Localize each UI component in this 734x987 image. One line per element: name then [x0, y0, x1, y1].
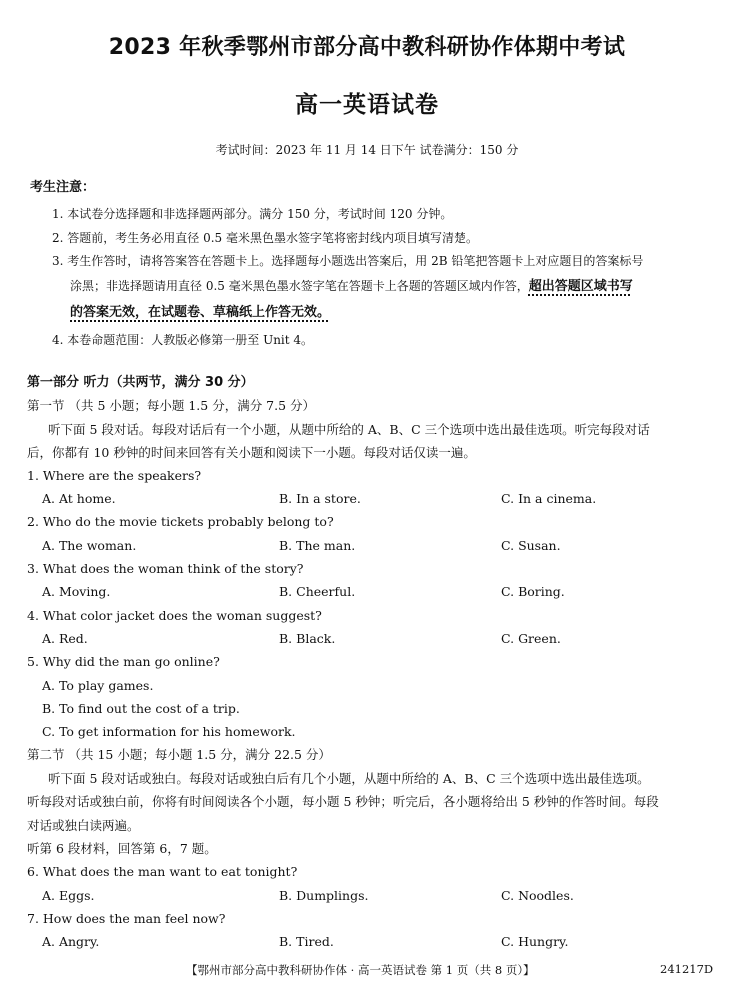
option-a: A. The woman.: [42, 538, 137, 553]
option-b: B. Dumplings.: [279, 888, 369, 903]
option-b: B. To find out the cost of a trip.: [42, 701, 240, 716]
question-stem: 1. Where are the speakers?: [27, 468, 202, 483]
option-a: A. Eggs.: [42, 888, 95, 903]
notice-text: 涂黑；非选择题请用直径 0.5 毫米黑色墨水签字笔在答题卡上各题的答题区域内作答，: [70, 279, 529, 293]
question-stem: 6. What does the man want to eat tonight?: [27, 864, 298, 879]
notice-emphasis: 的答案无效，在试题卷、草稿纸上作答无效。: [70, 305, 331, 320]
notice-item: 2. 答题前，考生务必用直径 0.5 毫米黑色墨水签字笔将密封线内项目填写清楚。: [52, 231, 478, 245]
option-c: C. Green.: [501, 631, 561, 646]
exam-subtitle: 高一英语试卷: [295, 92, 439, 118]
exam-meta: 考试时间：2023 年 11 月 14 日下午 试卷满分：150 分: [215, 143, 519, 157]
instruction-line: 听下面 5 段对话。每段对话后有一个小题，从题中所给的 A、B、C 三个选项中选出最佳选项。听完每段对话: [48, 422, 650, 437]
exam-title: 2023 年秋季鄂州市部分高中教科研协作体期中考试: [108, 35, 626, 60]
section-heading: 第二节 （共 15 小题；每小题 1.5 分，满分 22.5 分）: [27, 747, 331, 762]
option-c: C. Noodles.: [501, 888, 574, 903]
question-stem: 4. What color jacket does the woman suggest?: [27, 608, 322, 623]
section-heading: 第一节 （共 5 小题；每小题 1.5 分，满分 7.5 分）: [27, 398, 316, 413]
option-b: B. Black.: [279, 631, 336, 646]
instruction-line: 后，你都有 10 秒钟的时间来回答有关小题和阅读下一小题。每段对话仅读一遍。: [27, 445, 476, 460]
option-b: B. In a store.: [279, 491, 361, 506]
notice-item: 1. 本试卷分选择题和非选择题两部分。满分 150 分，考试时间 120 分钟。: [52, 207, 453, 221]
notice-item-continued: [70, 276, 633, 297]
option-a: A. Red.: [42, 631, 88, 646]
part-heading: 第一部分 听力（共两节，满分 30 分）: [27, 375, 254, 390]
option-c: C. Hungry.: [501, 934, 569, 949]
option-b: B. The man.: [279, 538, 356, 553]
option-b: B. Cheerful.: [279, 584, 356, 599]
footer-text: 【鄂州市部分高中教科研协作体 · 高一英语试卷 第 1 页（共 8 页）】: [186, 963, 535, 977]
option-c: C. In a cinema.: [501, 491, 597, 506]
notice-emphasis-line: [70, 302, 330, 323]
material-note: 听第 6 段材料，回答第 6，7 题。: [27, 841, 217, 856]
instruction-line: 对话或独白读两遍。: [27, 818, 140, 833]
notice-item: 3. 考生作答时，请将答案答在答题卡上。选择题每小题选出答案后，用 2B 铅笔把答题卡上对应题目的答案标号: [52, 254, 644, 268]
question-stem: 2. Who do the movie tickets probably belong to?: [27, 514, 334, 529]
notice-item: 4. 本卷命题范围：人教版必修第一册至 Unit 4。: [52, 333, 314, 347]
footer-code: 241217D: [660, 962, 714, 976]
option-a: A. Angry.: [42, 934, 100, 949]
option-c: C. To get information for his homework.: [42, 724, 296, 739]
notice-emphasis: 超出答题区域书写: [528, 279, 633, 294]
option-b: B. Tired.: [279, 934, 334, 949]
instruction-line: 听每段对话或独白前，你将有时间阅读各个小题，每小题 5 秒钟；听完后，各小题将给出 5 秒钟的作答时间。每段: [27, 794, 659, 809]
option-a: A. To play games.: [42, 678, 154, 693]
question-stem: 7. How does the man feel now?: [27, 911, 226, 926]
option-a: A. Moving.: [42, 584, 111, 599]
option-a: A. At home.: [42, 491, 116, 506]
option-c: C. Susan.: [501, 538, 561, 553]
question-stem: 5. Why did the man go online?: [27, 654, 220, 669]
instruction-line: 听下面 5 段对话或独白。每段对话或独白后有几个小题，从题中所给的 A、B、C 三个选项中选出最佳选项。: [48, 771, 650, 786]
option-c: C. Boring.: [501, 584, 565, 599]
notice-heading: 考生注意：: [30, 180, 96, 195]
question-stem: 3. What does the woman think of the story?: [27, 561, 304, 576]
